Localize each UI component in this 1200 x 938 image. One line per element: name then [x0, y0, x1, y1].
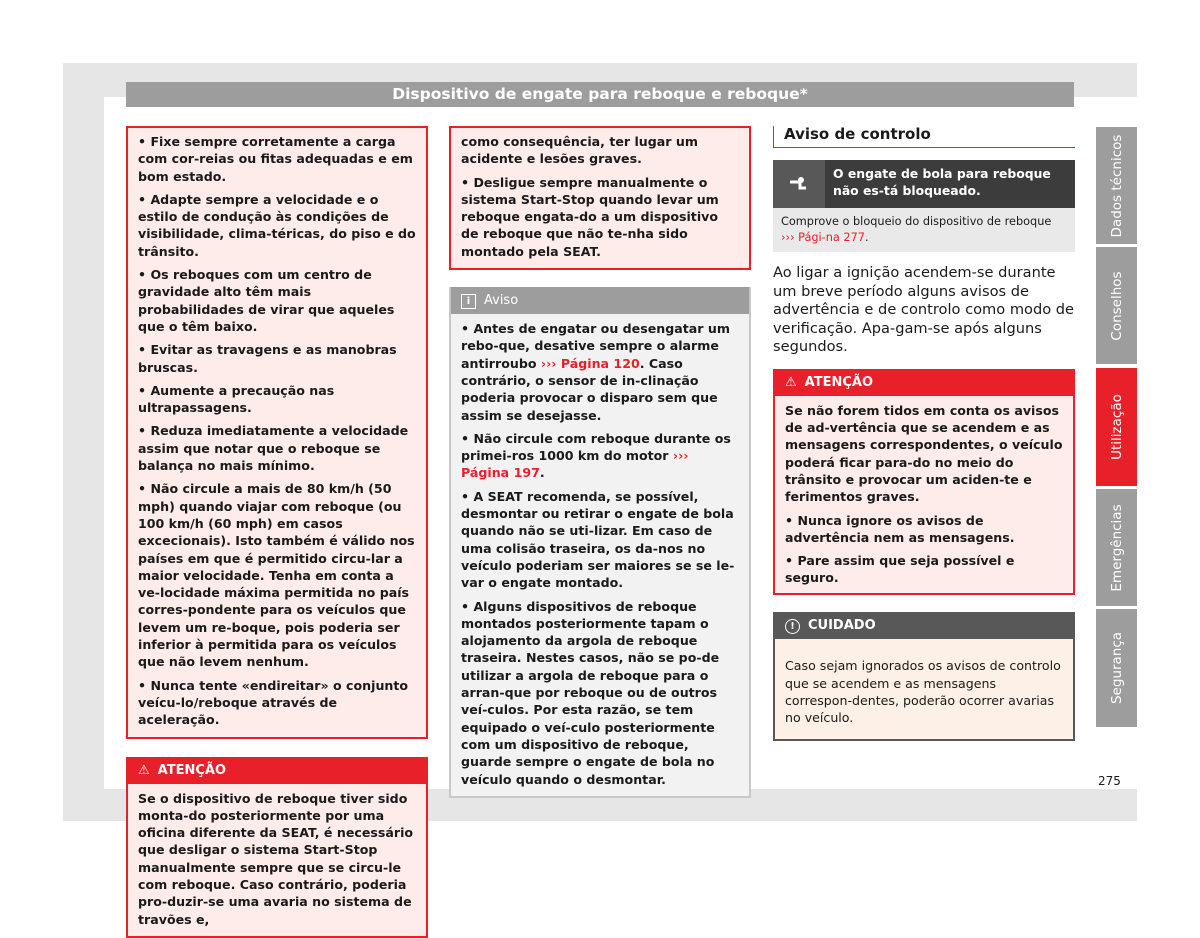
- page-link[interactable]: ››› Página 197: [461, 448, 689, 481]
- section-title-bar: Dispositivo de engate para reboque e reboque*: [126, 82, 1074, 107]
- page-link[interactable]: ››› Página 120: [540, 355, 640, 371]
- tab-utilizacao[interactable]: [1096, 368, 1137, 486]
- column-2: [449, 126, 751, 798]
- warning-box: [126, 757, 428, 938]
- tab-label: Utilização: [1108, 394, 1125, 460]
- bullet-item: • Nunca tente «endireitar» o conjunto veícu-lo/reboque através de aceleração.: [138, 677, 416, 729]
- bullet-item: • Desligue sempre manualmente o sistema Start-Stop quando levar um reboque engata-do a um dispositivo de reboque que não te-nha sido montado pela SEAT.: [461, 174, 739, 260]
- info-icon: i: [461, 294, 476, 309]
- warning-continuation-box: [126, 126, 428, 739]
- tab-label: Emergências: [1108, 503, 1125, 592]
- caution-header: [775, 612, 1073, 639]
- warning-text: Se o dispositivo de reboque tiver sido monta-do posteriormente por uma oficina diferente da SEAT, é necessário que desligar o sistema Start-Stop manualmente sempre que se circu-le com reboque. Caso contrário, poderia pro-duzir-se uma avaria no sistema de travões e,: [138, 790, 414, 927]
- tow-hitch-icon: [773, 160, 825, 208]
- tab-emergencias[interactable]: [1096, 489, 1137, 606]
- tab-label: Conselhos: [1108, 270, 1125, 341]
- tab-seguranca[interactable]: [1096, 609, 1137, 727]
- aviso-item: • Alguns dispositivos de reboque montados posteriormente tapam o alojamento da argola de reboque traseira. Nestes casos, não se po-de utilizar a argola de reboque para o arran-que por reboque ou de outros veí-culos. Por esta razão, se tem equipado o veí-culo posteriormente com um dispositivo de reboque, guarde sempre o engate de bola no veículo quando o desmontar.: [461, 598, 739, 788]
- caution-box: [773, 612, 1075, 741]
- aviso-label: Aviso: [484, 293, 519, 309]
- control-note: Comprove o bloqueio do dispositivo de reboque ››› Pági-na 277.: [773, 208, 1075, 252]
- warning-header: [128, 757, 426, 784]
- page-number: 275: [1098, 774, 1121, 788]
- section-heading: Aviso de controlo: [773, 126, 1075, 148]
- tab-conselhos[interactable]: [1096, 247, 1137, 364]
- warning-text: Se não forem tidos em conta os avisos de ad-vertência que se acendem e as mensagens correspondentes, o veículo poderá ficar para-do no meio do trânsito e provocar um aciden-te e ferimentos graves.: [785, 402, 1063, 505]
- continued-text: como consequência, ter lugar um acidente e lesões graves.: [461, 134, 698, 167]
- aviso-header: [451, 287, 749, 314]
- column-3: [773, 126, 1075, 741]
- caution-text: Caso sejam ignorados os avisos de controlo que se acendem e as mensagens correspon-dentes, poderão ocorrer avarias no veículo.: [785, 658, 1061, 726]
- caution-circle-icon: !: [785, 619, 800, 634]
- body-paragraph: Ao ligar a ignição acendem-se durante um breve período alguns avisos de advertência e de controlo como modo de verificação. Apa-gam-se após alguns segundos.: [773, 264, 1075, 356]
- bullet-item: • Adapte sempre a velocidade e o estilo de condução às condições de visibilidade, clima-téricas, do piso e do trânsito.: [138, 191, 416, 260]
- column-1: [126, 126, 428, 938]
- control-message-row: [773, 160, 1075, 208]
- bullet-item: • Não circule a mais de 80 km/h (50 mph) quando viajar com reboque (ou 100 km/h (60 mph) em casos excecionais). Isto também é válido nos países em que é permitido circu-lar a maior velocidade. Tenha em conta a ve-locidade máxima permitida no país corres-pondente para os veículos que levem um re-boque, pois poderia ser inferior à permitida para os veículos que não levem nenhum.: [138, 480, 416, 670]
- bullet-item: • Evitar as travagens e as manobras bruscas.: [138, 341, 416, 376]
- bullet-item: • Reduza imediatamente a velocidade assim que notar que o reboque se balança no mais mínimo.: [138, 422, 416, 474]
- caution-label: CUIDADO: [808, 617, 876, 633]
- aviso-box: [449, 287, 751, 798]
- aviso-item: • Não circule com reboque durante os primei-ros 1000 km do motor ››› Página 197.: [461, 430, 739, 482]
- aviso-item: • A SEAT recomenda, se possível, desmontar ou retirar o engate de bola quando não se uti-lizar. Em caso de uma colisão traseira, os da-nos no veículo poderiam ser maiores se se le-var o engate montado.: [461, 488, 739, 592]
- warning-triangle-icon: ⚠: [138, 762, 150, 778]
- bullet-item: • Pare assim que seja possível e seguro.: [785, 552, 1063, 587]
- control-message: O engate de bola para reboque não es-tá bloqueado.: [825, 160, 1075, 208]
- warning-label: ATENÇÃO: [804, 374, 873, 390]
- warning-header: [775, 369, 1073, 396]
- tab-label: Dados técnicos: [1108, 134, 1125, 237]
- bullet-item: • Os reboques com um centro de gravidade alto têm mais probabilidades de virar que aqueles que o têm baixo.: [138, 266, 416, 335]
- aviso-item: • Antes de engatar ou desengatar um rebo-que, desative sempre o alarme antirroubo ››› Página 120. Caso contrário, o sensor de in-clinação poderia provocar o disparo sem que assim se desejasse.: [461, 320, 739, 424]
- warning-box: [773, 369, 1075, 595]
- bullet-item: • Fixe sempre corretamente a carga com cor-reias ou fitas adequadas e em bom estado.: [138, 133, 416, 185]
- tab-label: Segurança: [1108, 631, 1125, 705]
- tab-dados-tecnicos[interactable]: [1096, 127, 1137, 244]
- page-link[interactable]: ››› Pági-na 277: [781, 231, 865, 245]
- bullet-item: • Nunca ignore os avisos de advertência nem as mensagens.: [785, 512, 1063, 547]
- bullet-item: • Aumente a precaução nas ultrapassagens.: [138, 382, 416, 417]
- warning-label: ATENÇÃO: [157, 762, 226, 778]
- warning-triangle-icon: ⚠: [785, 374, 797, 390]
- warning-continuation-box: [449, 126, 751, 270]
